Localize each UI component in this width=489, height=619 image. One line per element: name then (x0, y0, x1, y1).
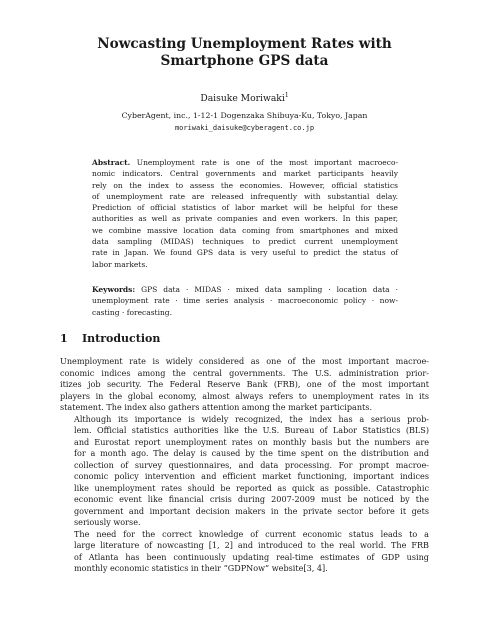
abstract (92, 157, 398, 270)
author-name-text: Daisuke Moriwaki (200, 93, 285, 104)
paragraph (60, 356, 429, 414)
paragraph-line: and Eurostat report unemployment rates on monthly basis but the numbers are (74, 436, 429, 447)
abstract-line: of unemployment rate are released infrequently with substantial delay. (92, 191, 398, 201)
paragraph-line: economic event like financial crisis during 2007-2009 must be noticed by the (74, 494, 429, 504)
title-line-2: Smartphone GPS data (160, 53, 329, 69)
abstract-label: Abstract. (92, 158, 131, 167)
paragraph (60, 529, 429, 575)
paragraph-line: lem. Official statistics authorities like the U.S. Bureau of Labor Statistics (BLS) (74, 425, 429, 435)
keywords-label: Keywords: (92, 285, 136, 294)
keywords-line: Keywords: GPS data · MIDAS · mixed data sampling · location data · (92, 285, 399, 294)
section-body (60, 356, 429, 575)
title-line-1: Nowcasting Unemployment Rates with (97, 36, 392, 52)
paragraph-line: statement. The index also gathers attention among the market participants. (60, 402, 373, 412)
abstract-line: rely on the index to assess the economies. However, official statistics (92, 180, 398, 190)
author-name (60, 93, 429, 104)
keywords-line: casting · forecasting. (92, 307, 172, 317)
paragraph-line: The need for the correct knowledge of current economic status leads to a (74, 528, 429, 539)
paragraph (60, 414, 429, 529)
paragraph-line: players in the global economy, almost always refers to unemployment rates in its (60, 390, 429, 401)
paragraph-line: collection of survey questionnaires, and data processing. For prompt macroe- (74, 459, 429, 470)
author-email[interactable]: moriwaki_daisuke@cyberagent.co.jp (174, 124, 315, 132)
paragraph-line: Unemployment rate is widely considered as one of the most important macroe- (60, 356, 429, 366)
abstract-line: Prediction of official statistics of labor market will be helpful for these (92, 203, 398, 213)
abstract-line: we combine massive location data coming from smartphones and mixed (92, 225, 398, 235)
abstract-line: labor markets. (92, 259, 148, 269)
paragraph-line: Although its importance is widely recognized, the index has a serious prob- (74, 413, 429, 424)
keywords-line: unemployment rate · time series analysis · macroeconomic policy · now- (92, 296, 398, 306)
section-title: Introduction (82, 332, 161, 345)
abstract-line: nomic indicators. Central governments and market participants heavily (92, 169, 398, 179)
paragraph-line: monthly economic statistics in their “GDPNow” website[3, 4]. (74, 563, 328, 573)
abstract-line: rate in Japan. We found GPS data is very useful to predict the status of (92, 248, 398, 258)
author-affiliation: CyberAgent, inc., 1-12-1 Dogenzaka Shibuya-Ku, Tokyo, Japan (121, 111, 368, 120)
abstract-line: data sampling (MIDAS) techniques to predict current unemployment (92, 237, 398, 247)
paragraph-line: like unemployment rates should be reported as quick as possible. Catastrophic (74, 482, 429, 493)
paragraph-line: conomic indices among the central governments. The U.S. administration prior- (60, 367, 429, 378)
abstract-line: authorities as well as private companies and even workers. In this paper, (92, 214, 398, 224)
paragraph-line: large literature of nowcasting [1, 2] and introduced to the real world. The FRB (74, 540, 429, 550)
author-affiliation-mark: 1 (284, 91, 289, 99)
section-number: 1 (60, 332, 68, 345)
section-heading (60, 332, 160, 345)
paper-title (60, 36, 429, 70)
paragraph-line: of Atlanta has been continuously updating real-time estimates of GDP using (74, 551, 429, 562)
paragraph-line: conomic policy intervention and efficient market functioning, important indices (74, 471, 429, 481)
paragraph-line: for a month ago. The delay is caused by the time spent on the distribution and (74, 448, 429, 458)
abstract-line: Abstract. Unemployment rate is one of the most important macroeco- (92, 158, 398, 167)
paragraph-line: seriously worse. (74, 517, 141, 527)
paragraph-line: government and important decision makers in the private sector before it gets (74, 505, 429, 516)
keywords (92, 284, 398, 318)
paragraph-line: itizes job security. The Federal Reserve Bank (FRB), one of the most important (60, 379, 429, 389)
